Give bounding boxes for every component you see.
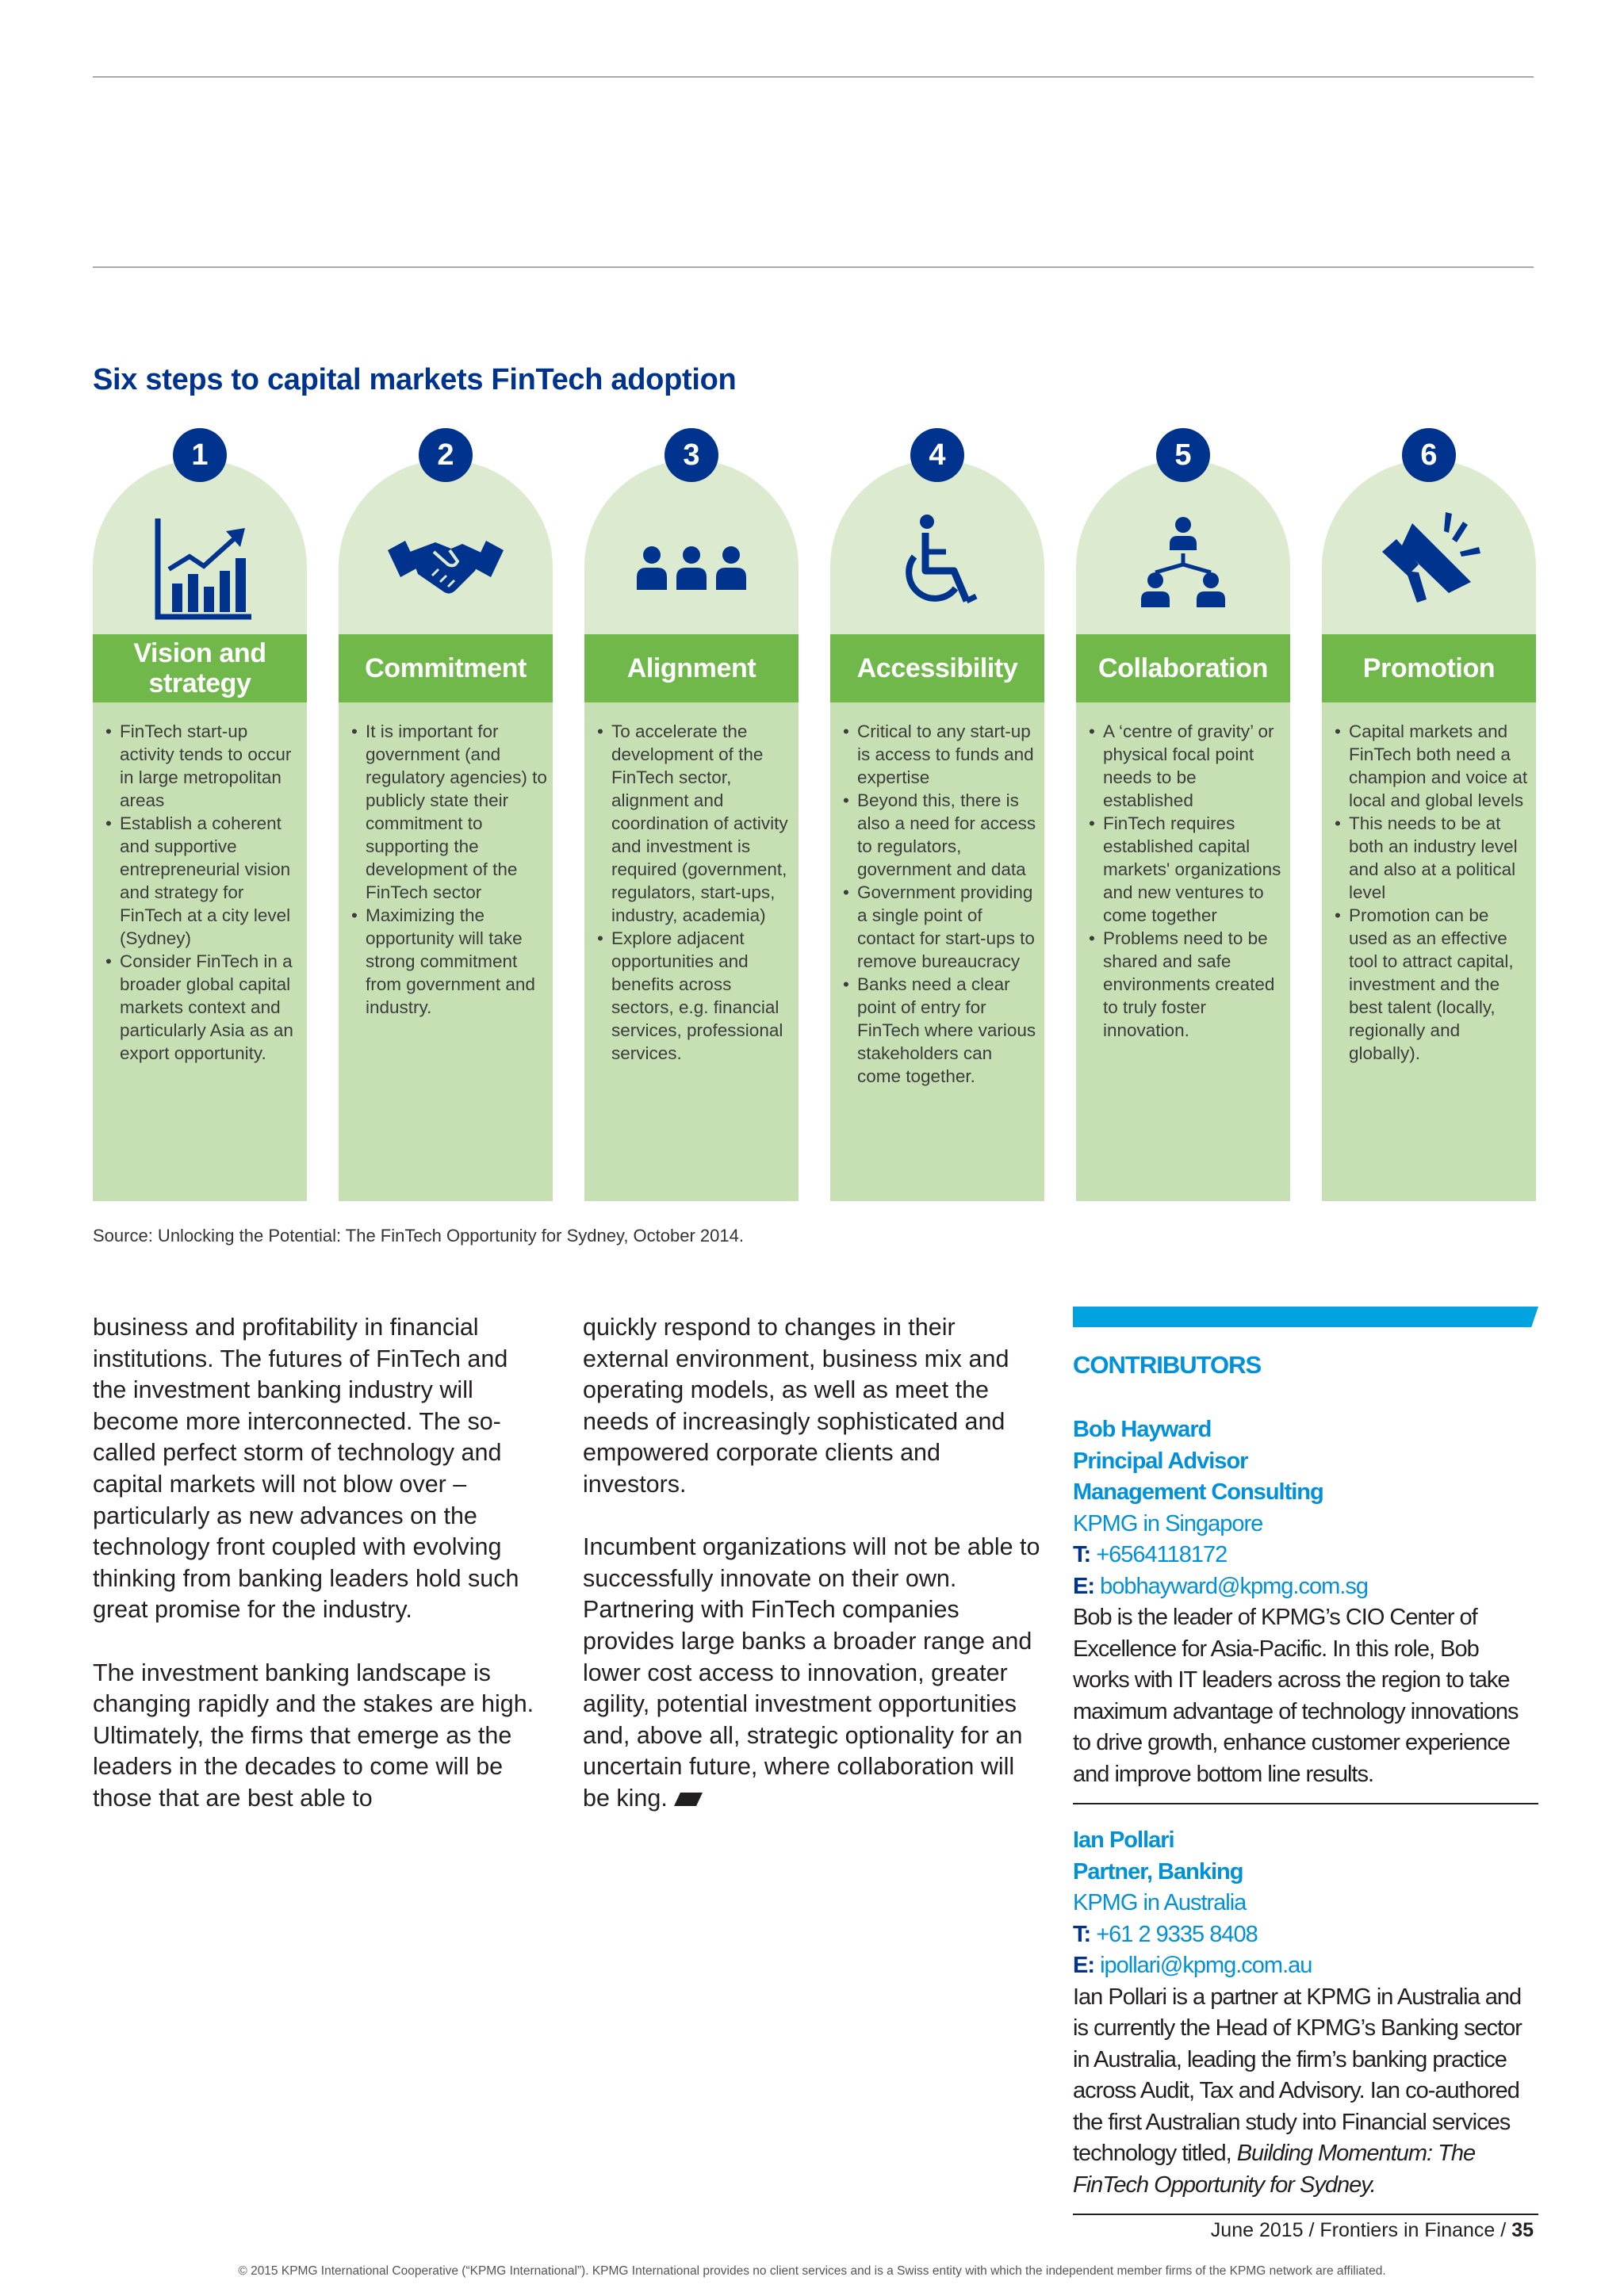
handshake-icon: [386, 507, 505, 626]
contributor-title: Principal Advisor: [1073, 1448, 1248, 1474]
step-point: • A ‘centre of gravity’ or physical focal point needs to be established: [1087, 720, 1285, 812]
body-column-2: [583, 1312, 1047, 1846]
contributor-org: KPMG in Singapore: [1073, 1510, 1263, 1536]
step-points: [1333, 720, 1531, 1065]
step-number: 6: [1402, 428, 1456, 482]
step-title: Vision and strategy: [93, 634, 307, 702]
step-point: • FinTech start-up activity tends to occur in large metropolitan areas: [104, 720, 302, 812]
contributor-email: [1073, 1950, 1538, 1982]
step-number: 4: [910, 428, 964, 482]
step-points: [104, 720, 302, 1065]
step-3: [584, 412, 799, 1201]
step-number: 5: [1156, 428, 1210, 482]
step-title: Promotion: [1322, 634, 1536, 702]
contributor-org: KPMG in Australia: [1073, 1890, 1247, 1915]
email-link[interactable]: ipollari@kpmg.com.au: [1100, 1953, 1312, 1978]
contributor-phone: [1073, 1540, 1538, 1571]
second-rule: [93, 266, 1534, 268]
step-title: Commitment: [339, 634, 553, 702]
step-point: • Promotion can be used as an effective tool to attract capital, investment and the best talent (locally, regionally and globally).: [1333, 904, 1531, 1065]
step-points: [841, 720, 1040, 1088]
step-2: [339, 412, 553, 1201]
contributor-phone: [1073, 1919, 1538, 1951]
contributor-card: [1073, 1825, 1538, 2201]
step-4: [830, 412, 1044, 1201]
step-points: [350, 720, 548, 1019]
contributor-name: Bob Hayward: [1073, 1417, 1212, 1442]
step-point: • To accelerate the development of the FinTech sector, alignment and coordination of activity and investment is required (government, regulators, start-ups, industry, academia): [596, 720, 794, 927]
contributor-card: [1073, 1414, 1538, 1790]
contributor-email: [1073, 1571, 1538, 1603]
source-note: Source: Unlocking the Potential: The FinTech Opportunity for Sydney, October 2014.: [93, 1226, 744, 1246]
email-label: E:: [1073, 1953, 1094, 1978]
step-point: • Capital markets and FinTech both need a champion and voice at local and global levels: [1333, 720, 1531, 812]
body-paragraph-text: Incumbent organizations will not be able to successfully innovate on their own. Partnering with FinTech companies provides large banks a broader range and lower cost access to innovation, greater agility, potential investment opportunities and, above all, strategic optionality for an uncertain future, where collaboration will be king.: [583, 1533, 1040, 1812]
step-point: • This needs to be at both an industry level and also at a political level: [1333, 812, 1531, 904]
phone-value: +6564118172: [1096, 1542, 1228, 1567]
article-end-mark-icon: [674, 1793, 703, 1806]
phone-value: +61 2 9335 8408: [1096, 1921, 1258, 1947]
step-point: • Establish a coherent and supportive entrepreneurial vision and strategy for FinTech at a city level (Sydney): [104, 812, 302, 950]
phone-label: T:: [1073, 1921, 1091, 1947]
contributors-title: CONTRIBUTORS: [1073, 1351, 1262, 1379]
step-number: 1: [173, 428, 227, 482]
contributor-name: Ian Pollari: [1073, 1827, 1174, 1853]
step-title: Accessibility: [830, 634, 1044, 702]
contributor-title: Partner, Banking: [1073, 1858, 1243, 1885]
page-number: 35: [1511, 2219, 1534, 2241]
bio-text: Ian Pollari is a partner at KPMG in Australia and is currently the Head of KPMG’s Banking sector in Australia, leading the firm’s banking practice across Audit, Tax and Advisory. Ian co-authored the first Australian study into Financial services technology titled,: [1073, 1984, 1522, 2166]
step-point: • Government providing a single point of contact for start-ups to remove bureaucracy: [841, 881, 1040, 973]
step-point: • Consider FinTech in a broader global capital markets context and particularly Asia as an export opportunity.: [104, 950, 302, 1065]
email-label: E:: [1073, 1573, 1094, 1599]
infographic-heading: Six steps to capital markets FinTech adoption: [93, 363, 737, 396]
step-point: • Critical to any start-up is access to funds and expertise: [841, 720, 1040, 789]
step-points: [596, 720, 794, 1065]
page-folio: [1211, 2219, 1534, 2242]
wheelchair-icon: [878, 507, 997, 626]
megaphone-icon: [1369, 507, 1488, 626]
six-steps-infographic: [0, 412, 1624, 1205]
step-title: Alignment: [584, 634, 799, 702]
step-point: • Maximizing the opportunity will take strong commitment from government and industry.: [350, 904, 548, 1019]
contributor-title: Management Consulting: [1073, 1479, 1323, 1505]
phone-label: T:: [1073, 1542, 1091, 1567]
contributor-divider: [1073, 1803, 1538, 1804]
contributor-bio: Bob is the leader of KPMG’s CIO Center of Excellence for Asia-Pacific. In this role, Bob works with IT leaders across the region to take maximum advantage of technology innovations to drive growth, enhance customer experience and improve bottom line results.: [1073, 1605, 1519, 1787]
step-number: 3: [665, 428, 718, 482]
step-5: [1076, 412, 1290, 1201]
contributor-bio: [1073, 1982, 1538, 2202]
body-column-1: [93, 1312, 537, 1846]
org-network-icon: [1124, 507, 1243, 626]
email-link[interactable]: bobhayward@kpmg.com.sg: [1100, 1573, 1368, 1599]
top-rule: [93, 76, 1534, 78]
step-6: [1322, 412, 1536, 1201]
step-point: • Beyond this, there is also a need for access to regulators, government and data: [841, 789, 1040, 881]
step-1: [93, 412, 307, 1201]
step-point: • It is important for government (and regulatory agencies) to publicly state their commitment to supporting the development of the FinTech sector: [350, 720, 548, 904]
body-paragraph: quickly respond to changes in their external environment, business mix and operating models, as well as meet the needs of increasingly sophisticated and empowered corporate clients and investors.: [583, 1314, 1009, 1498]
folio-text: June 2015 / Frontiers in Finance /: [1210, 2219, 1507, 2241]
body-paragraph: business and profitability in financial institutions. The futures of FinTech and the investment banking industry will become more interconnected. The so-called perfect storm of technology and capital markets will not blow over – particularly as new advances on the technology front coupled with evolving thinking from banking leaders hold such great promise for the industry.: [93, 1314, 519, 1624]
bio-publication-title: Building Momentum: The FinTech Opportunity for Sydney.: [1073, 2141, 1476, 2198]
step-number: 2: [419, 428, 473, 482]
body-paragraph: The investment banking landscape is changing rapidly and the stakes are high. Ultimately, the firms that emerge as the leaders in the decades to come will be those that are best able to: [93, 1659, 534, 1812]
contributors-accent-bar: [1073, 1307, 1538, 1327]
step-point: • FinTech requires established capital markets' organizations and new ventures to come together: [1087, 812, 1285, 927]
contributors-panel: [1073, 1307, 1538, 2215]
bar-chart-icon: [140, 507, 259, 626]
contributor-divider: [1073, 2214, 1538, 2215]
people-group-icon: [632, 507, 751, 626]
body-paragraph-final: [583, 1532, 1047, 1814]
step-point: • Explore adjacent opportunities and benefits across sectors, e.g. financial services, professional services.: [596, 927, 794, 1065]
step-point: • Problems need to be shared and safe environments created to truly foster innovation.: [1087, 927, 1285, 1042]
copyright-notice: © 2015 KPMG International Cooperative (“KPMG International”). KPMG International provides no client services and is a Swiss entity with which the independent member firms of the KPMG network are affiliated.: [238, 2264, 1386, 2278]
step-point: • Banks need a clear point of entry for FinTech where various stakeholders can come together.: [841, 973, 1040, 1088]
step-title: Collaboration: [1076, 634, 1290, 702]
step-points: [1087, 720, 1285, 1042]
